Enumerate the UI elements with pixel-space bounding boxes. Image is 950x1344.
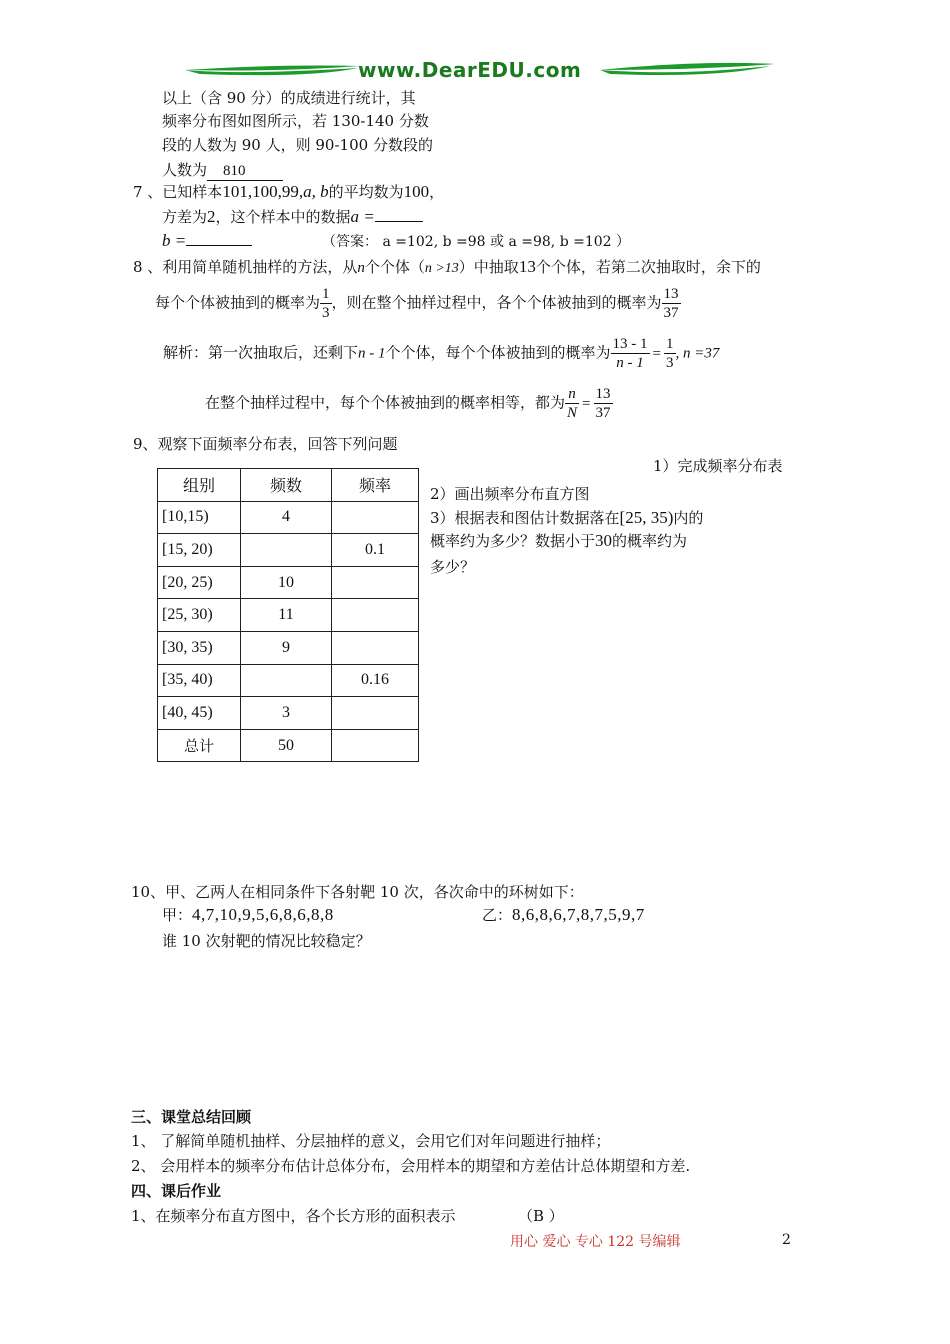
- q9-title: 9、观察下面频率分布表，回答下列问题: [133, 435, 398, 453]
- q10-line1: 10、甲、乙两人在相同条件下各射靶 10 次，各次命中的环树如下：: [131, 883, 584, 901]
- q7-line3: [162, 231, 252, 251]
- q7-comma: ，: [429, 183, 445, 201]
- q9-task3-line2-a: 概率约为多少？数据小于: [430, 532, 596, 550]
- q10-jia-values: 4,7,10,9,5,6,8,6,8,8: [192, 905, 334, 924]
- q6-line1: 以上（含 90 分）的成绩进行统计，其: [162, 89, 416, 107]
- q8-frac3-num: 13 - 1: [612, 336, 648, 352]
- cell-frequency: 0.1: [332, 534, 419, 567]
- table-row: [158, 664, 419, 697]
- cell-count: 4: [241, 501, 332, 534]
- q8-frac1-den: 3: [322, 305, 330, 321]
- q10-yi-label: 乙：: [482, 906, 513, 924]
- q8-frac4-num: 1: [666, 336, 674, 352]
- q8-frac6: [594, 385, 613, 422]
- cell-frequency[interactable]: [332, 566, 419, 599]
- q8-frac4: [664, 335, 676, 372]
- q6-prefix: 人数为: [162, 161, 208, 179]
- q8-sol-nm1: n - 1: [358, 345, 386, 362]
- q7-b-blank[interactable]: [186, 231, 252, 246]
- cell-count: 3: [241, 697, 332, 730]
- table-header-group: 组别: [158, 469, 241, 502]
- q10-line2-yi: [482, 904, 645, 925]
- table-header-count: 频数: [241, 469, 332, 502]
- cell-frequency[interactable]: [332, 697, 419, 730]
- q8-line2: [155, 285, 681, 322]
- section4-title: 四、课后作业: [131, 1182, 222, 1200]
- table-row: [158, 534, 419, 567]
- q9-task3-a: 3）根据表和图估计数据落在: [430, 509, 620, 527]
- q9-task3-line1: [430, 507, 703, 528]
- q8-line1: [133, 256, 761, 277]
- q7-prefix: 7 、已知样本: [133, 183, 223, 201]
- q9-task1: 1）完成频率分布表: [653, 457, 783, 475]
- q8-frac-1-3: [320, 285, 332, 322]
- table-row: [158, 631, 419, 664]
- table-row: [158, 599, 419, 632]
- table-header-frequency: 频率: [332, 469, 419, 502]
- q9-task2: 2）画出频率分布直方图: [430, 485, 590, 503]
- cell-group: [30, 35): [158, 631, 241, 664]
- q8-n: n: [357, 260, 365, 276]
- q9-task3-b: 内的: [673, 509, 704, 527]
- q8-line1-c: ）中抽取: [458, 258, 519, 276]
- cell-frequency[interactable]: [332, 729, 419, 762]
- cell-group: [40, 45): [158, 697, 241, 730]
- q7-vars: a, b: [303, 182, 329, 201]
- section3-item1: 1、 了解简单随机抽样、分层抽样的意义，会用它们对年问题进行抽样；: [131, 1132, 611, 1150]
- q7-variance: 2: [207, 207, 216, 226]
- q8-solution-line2: [205, 385, 613, 422]
- q8-frac3: [611, 335, 650, 372]
- cell-frequency[interactable]: [332, 631, 419, 664]
- q7-line2-a: 方差为: [162, 208, 208, 226]
- cell-frequency[interactable]: [332, 599, 419, 632]
- q8-frac5: [565, 385, 579, 422]
- q7-line2: [162, 206, 423, 227]
- q8-solution-line1: [163, 335, 719, 372]
- q7-answer: （答案： a =102, b =98 或 a =98, b =102 ）: [322, 234, 631, 250]
- q8-eq: =: [652, 345, 661, 362]
- q8-frac1-num: 1: [322, 286, 330, 302]
- q8-frac2-num: 13: [663, 286, 679, 302]
- q7-sample: 101,100,99,: [222, 182, 304, 201]
- cell-group: [25, 30): [158, 599, 241, 632]
- q8-line1-a: 8 、利用简单随机抽样的方法，从: [133, 258, 358, 276]
- table-row: [158, 566, 419, 599]
- cell-frequency[interactable]: [332, 501, 419, 534]
- q7-mean: 100: [403, 182, 430, 201]
- q7-a-eq: a =: [350, 207, 375, 226]
- q7-b-eq: b =: [162, 231, 187, 250]
- footer-credit: 用心 爱心 专心 122 号编辑: [510, 1234, 681, 1250]
- q8-eq2: =: [582, 395, 591, 412]
- q8-line2-b: ，则在整个抽样过程中，各个个体被抽到的概率为: [331, 293, 662, 312]
- q6-line2: 频率分布图如图所示，若 130-140 分数: [162, 112, 429, 130]
- q8-thirteen: 13: [518, 257, 536, 276]
- q8-line2-a: 每个个体被抽到的概率为: [155, 293, 321, 312]
- table-row: [158, 501, 419, 534]
- table-row: [158, 697, 419, 730]
- q8-frac4-den: 3: [666, 355, 674, 371]
- q9-task3-interval: [25, 35): [619, 508, 674, 527]
- q8-frac-13-37: [662, 285, 681, 322]
- logo-text: www.DearEDU.com: [358, 58, 582, 82]
- section4-answer: （B ）: [518, 1207, 564, 1225]
- q8-n-eq: , n =37: [675, 345, 720, 362]
- cell-frequency: 0.16: [332, 664, 419, 697]
- q7-line2-b: ，这个样本中的数据: [215, 208, 351, 226]
- q8-frac6-den: 37: [595, 405, 611, 421]
- q8-frac2-den: 37: [663, 305, 679, 321]
- cell-count: 9: [241, 631, 332, 664]
- cell-group: [15, 20): [158, 534, 241, 567]
- q10-jia-label: 甲：: [162, 906, 193, 924]
- q6-line3: 段的人数为 90 人，则 90-100 分数段的: [162, 136, 433, 154]
- q6-line4: [162, 159, 283, 181]
- q8-sol-a: 解析：第一次抽取后，还剩下: [163, 343, 359, 362]
- q6-answer: 810: [207, 163, 283, 181]
- q8-sol-b: 个个体，每个个体被抽到的概率为: [385, 343, 611, 362]
- q7-mid: 的平均数为: [328, 183, 404, 201]
- section3-title: 三、课堂总结回顾: [131, 1108, 252, 1126]
- cell-count: 11: [241, 599, 332, 632]
- cell-count: 50: [241, 729, 332, 762]
- cell-count[interactable]: [241, 664, 332, 697]
- cell-count[interactable]: [241, 534, 332, 567]
- q8-line1-d: 个个体，若第二次抽取时，余下的: [535, 258, 761, 276]
- page-number: 2: [782, 1232, 791, 1248]
- table-row: [158, 729, 419, 762]
- frequency-table-body: [158, 469, 419, 762]
- q9-task3-line2: [430, 530, 687, 551]
- frequency-table: [157, 468, 419, 762]
- q9-task3-30: 30: [595, 531, 613, 550]
- table-header-row: [158, 469, 419, 502]
- cell-group: [35, 40): [158, 664, 241, 697]
- section3-item2: 2、 会用样本的频率分布估计总体分布，会用样本的期望和方差估计总体期望和方差.: [131, 1157, 691, 1175]
- q7-line1: [133, 181, 444, 202]
- q10-line2: [162, 904, 334, 925]
- cell-group: [10,15): [158, 501, 241, 534]
- q10-yi-values: 8,6,8,6,7,8,7,5,9,7: [512, 905, 645, 924]
- cell-count: 10: [241, 566, 332, 599]
- q7-a-blank[interactable]: [375, 207, 423, 222]
- header-logo: [180, 56, 780, 90]
- q9-task3-line2-b: 的概率约为: [612, 532, 688, 550]
- cell-group: 总计: [158, 729, 241, 762]
- q8-cond: n >13: [424, 261, 459, 276]
- section4-item1: 1、在频率分布直方图中，各个长方形的面积表示: [131, 1207, 456, 1225]
- q8-sol2-a: 在整个抽样过程中，每个个体被抽到的概率相等，都为: [205, 393, 566, 412]
- cell-group: [20, 25): [158, 566, 241, 599]
- q8-line1-b: 个个体（: [364, 258, 425, 276]
- q8-frac5-num: n: [565, 385, 579, 404]
- q9-task3-line3: 多少？: [430, 558, 476, 576]
- q10-question: 谁 10 次射靶的情况比较稳定？: [162, 932, 371, 950]
- q8-frac3-den: n - 1: [616, 355, 644, 371]
- q8-frac5-den: N: [567, 405, 578, 421]
- q8-frac6-num: 13: [595, 386, 611, 402]
